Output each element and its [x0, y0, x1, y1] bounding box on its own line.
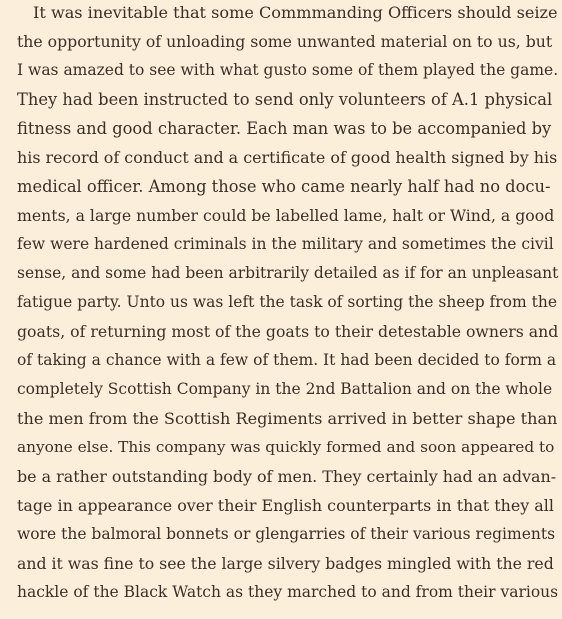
text-line: the men from the Scottish Regiments arrived in better shape than	[17, 409, 558, 428]
text-line: fatigue party. Unto us was left the task of sorting the sheep from the	[17, 293, 558, 311]
text-line: ments, a large number could be labelled lame, halt or Wind, a good	[17, 206, 555, 225]
text-line: sense, and some had been arbitrarily detailed as if for an unpleasant	[17, 264, 559, 282]
text-line: It was inevitable that some Commmanding Officers should seize	[33, 3, 558, 22]
text-line: the opportunity of unloading some unwanted material on to us, but	[17, 32, 553, 51]
text-line: completely Scottish Company in the 2nd Battalion and on the whole	[17, 380, 553, 398]
text-line: wore the balmoral bonnets or glengarries of their various regiments	[17, 525, 556, 543]
text-line: hackle of the Black Watch as they marched to and from their various	[17, 583, 559, 601]
text-line: anyone else. This company was quickly formed and soon appeared to	[17, 438, 555, 456]
text-line: few were hardened criminals in the military and sometimes the civil	[17, 235, 554, 253]
text-line: his record of conduct and a certificate of good health signed by his	[17, 148, 558, 167]
text-line: I was amazed to see with what gusto some of them played the game.	[17, 61, 559, 79]
text-line: be a rather outstanding body of men. They certainly had an advan-	[17, 467, 557, 486]
text-line: of taking a chance with a few of them. It had been decided to form a	[17, 351, 557, 369]
text-line: and it was fine to see the large silvery badges mingled with the red	[17, 554, 554, 573]
body-paragraph	[17, 0, 557, 607]
text-line: They had been instructed to send only volunteers of A.1 physical	[17, 90, 553, 109]
text-line: fitness and good character. Each man was to be accompanied by	[17, 119, 552, 138]
text-line: tage in appearance over their English counterparts in that they all	[17, 496, 554, 515]
text-line: medical officer. Among those who came nearly half had no docu-	[17, 177, 551, 196]
text-line: goats, of returning most of the goats to their detestable owners and	[17, 322, 559, 341]
